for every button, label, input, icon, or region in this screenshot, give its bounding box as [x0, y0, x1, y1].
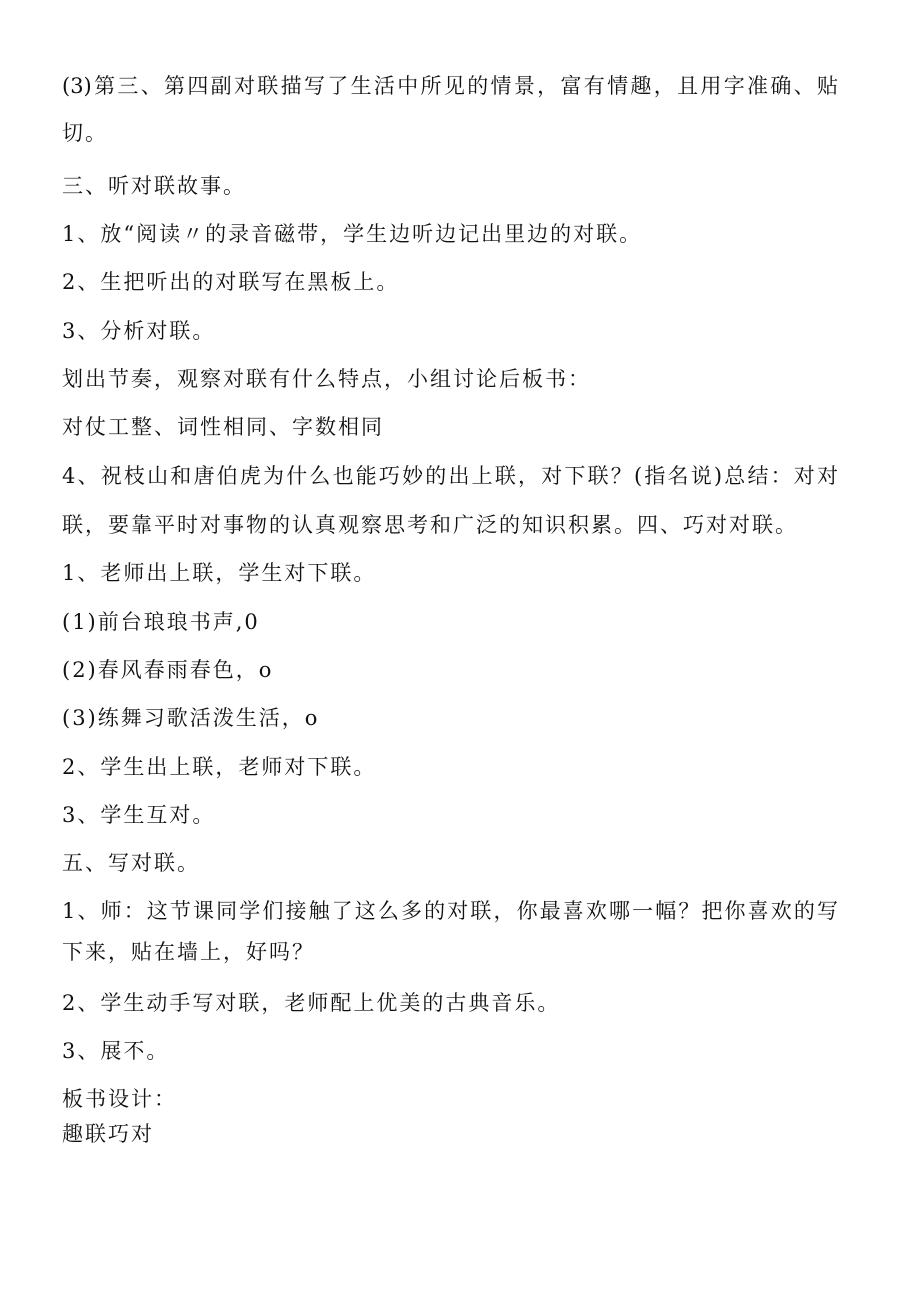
paragraph-line: 划出节奏，观察对联有什么特点，小组讨论后板书：	[62, 367, 591, 391]
paragraph-line: (3)练舞习歌活泼生活，o	[62, 706, 320, 730]
paragraph-line: 1、师：这节课同学们接触了这么多的对联，你最喜欢哪一幅？把你喜欢的写	[62, 899, 838, 923]
paragraph-line: 板书设计：	[62, 1087, 177, 1111]
paragraph-line: 下来，贴在墙上，好吗？	[62, 940, 315, 964]
paragraph-line: 1、放“阅读〃的录音磁带，学生边听边记出里边的对联。	[62, 222, 643, 246]
paragraph-line: 3、展不。	[62, 1039, 170, 1063]
paragraph-line: 切。	[62, 121, 108, 145]
paragraph-line: (1)前台琅琅书声,0	[62, 610, 260, 634]
paragraph-line: 1、老师出上联，学生对下联。	[62, 561, 377, 585]
paragraph-line: 2、生把听出的对联写在黑板上。	[62, 270, 400, 294]
paragraph-line: 2、学生动手写对联，老师配上优美的古典音乐。	[62, 991, 561, 1015]
paragraph-line: (3)第三、第四副对联描写了生活中所见的情景，富有情趣，且用字准确、贴	[62, 74, 838, 98]
paragraph-line: 3、分析对联。	[62, 319, 216, 343]
paragraph-line: 3、学生互对。	[62, 803, 216, 827]
section-heading: 三、听对联故事。	[62, 174, 246, 198]
section-heading: 五、写对联。	[62, 851, 200, 875]
paragraph-line: 4、祝枝山和唐伯虎为什么也能巧妙的出上联，对下联？(指名说)总结：对对	[62, 464, 838, 488]
paragraph-line: 趣联巧对	[62, 1122, 154, 1146]
paragraph-line: 对仗工整、词性相同、字数相同	[62, 415, 384, 439]
paragraph-line: (2)春风春雨春色，o	[62, 658, 274, 682]
paragraph-line: 联，要靠平时对事物的认真观察思考和广泛的知识积累。四、巧对对联。	[62, 513, 798, 537]
paragraph-line: 2、学生出上联，老师对下联。	[62, 755, 377, 779]
